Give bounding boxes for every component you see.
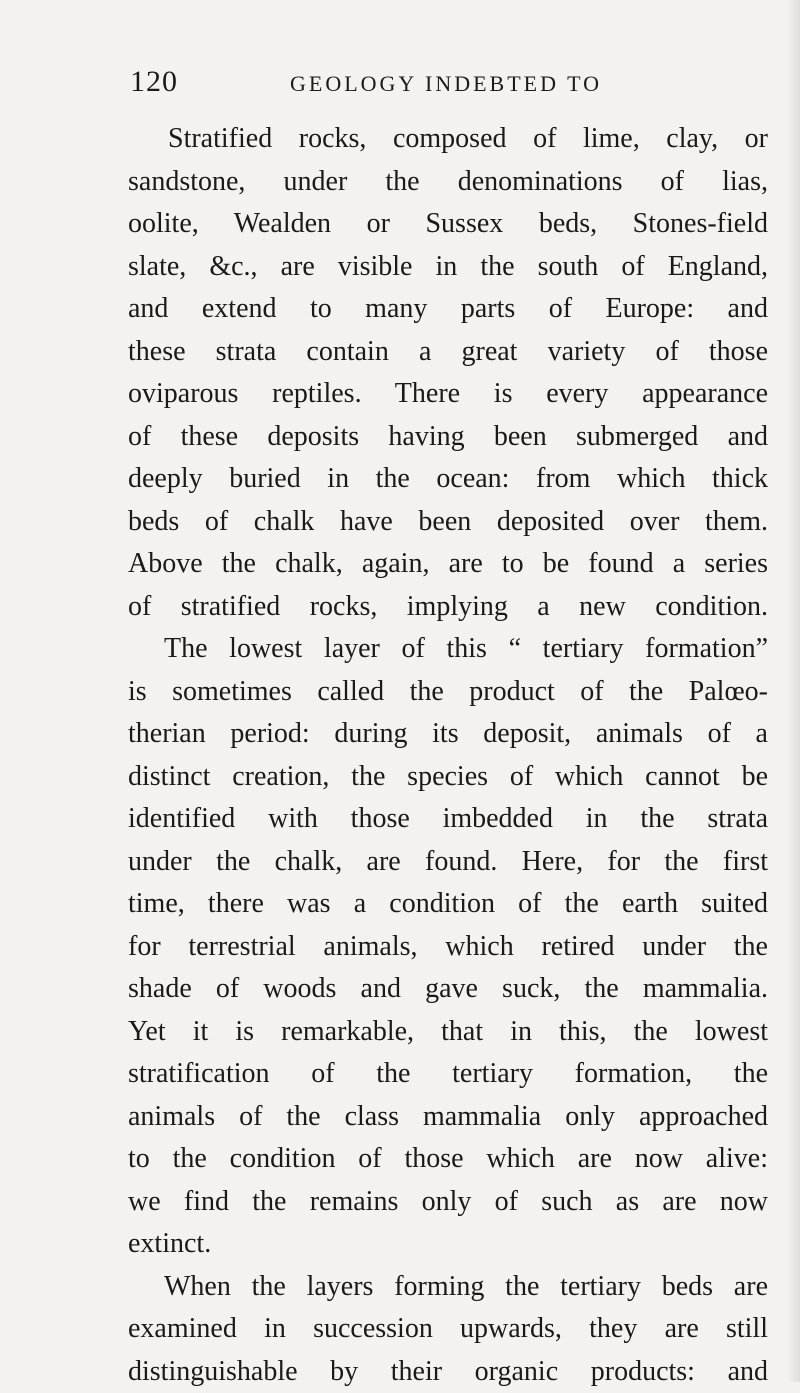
text-line: slate, &c., are visible in the south of England,	[128, 246, 768, 289]
text-line: is sometimes called the product of the Palœo-	[128, 671, 768, 714]
text-line: time, there was a condition of the earth suited	[128, 883, 768, 926]
text-line: of stratified rocks, implying a new condition.	[128, 586, 768, 629]
page-edge-shadow	[786, 0, 800, 1382]
running-head: GEOLOGY INDEBTED TO	[290, 64, 602, 104]
text-line: Stratified rocks, composed of lime, clay, or	[128, 118, 768, 161]
text-line: therian period: during its deposit, animals of a	[128, 713, 768, 756]
text-line: shade of woods and gave suck, the mammalia.	[128, 968, 768, 1011]
text-line: sandstone, under the denominations of lias,	[128, 161, 768, 204]
body-text	[128, 118, 768, 1393]
text-line: deeply buried in the ocean: from which thick	[128, 458, 768, 501]
page-header	[130, 62, 780, 102]
text-line: for terrestrial animals, which retired under the	[128, 926, 768, 969]
text-line: we find the remains only of such as are now	[128, 1181, 768, 1224]
text-line: distinct creation, the species of which cannot be	[128, 756, 768, 799]
text-line: oviparous reptiles. There is every appearance	[128, 373, 768, 416]
text-line: identified with those imbedded in the strata	[128, 798, 768, 841]
text-line: of these deposits having been submerged and	[128, 416, 768, 459]
text-line: extinct.	[128, 1223, 768, 1266]
text-line: distinguishable by their organic products: and	[128, 1351, 768, 1393]
text-line: Above the chalk, again, are to be found a series	[128, 543, 768, 586]
page-number: 120	[130, 62, 178, 102]
text-line: stratification of the tertiary formation, the	[128, 1053, 768, 1096]
text-line: these strata contain a great variety of those	[128, 331, 768, 374]
text-line: to the condition of those which are now alive:	[128, 1138, 768, 1181]
text-line: and extend to many parts of Europe: and	[128, 288, 768, 331]
text-line: examined in succession upwards, they are still	[128, 1308, 768, 1351]
text-line: The lowest layer of this “ tertiary formation”	[128, 628, 768, 671]
text-line: beds of chalk have been deposited over them.	[128, 501, 768, 544]
text-line: animals of the class mammalia only approached	[128, 1096, 768, 1139]
text-line: When the layers forming the tertiary beds are	[128, 1266, 768, 1309]
text-line: oolite, Wealden or Sussex beds, Stones-field	[128, 203, 768, 246]
text-line: Yet it is remarkable, that in this, the lowest	[128, 1011, 768, 1054]
text-line: under the chalk, are found. Here, for the first	[128, 841, 768, 884]
